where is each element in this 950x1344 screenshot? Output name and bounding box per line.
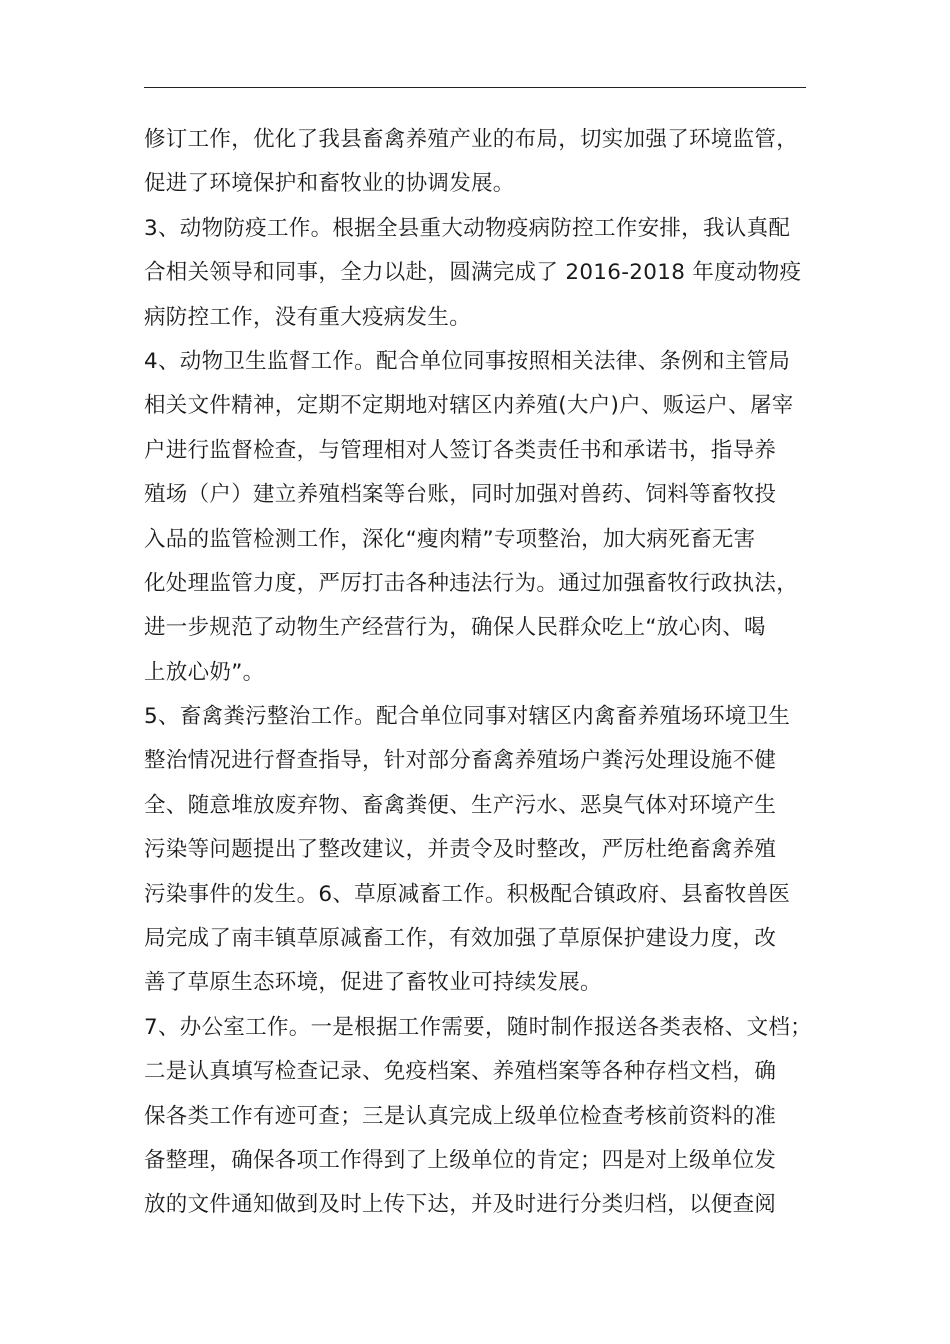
text-line: 殖场（户）建立养殖档案等台账，同时加强对兽药、饲料等畜牧投 (144, 482, 777, 508)
text-line: 相关文件精神，定期不定期地对辖区内养殖(大户)户、贩运户、屠宰 (144, 393, 794, 419)
text-line: 户进行监督检查，与管理相对人签订各类责任书和承诺书，指导养 (144, 437, 777, 463)
text-line: 7、办公室工作。一是根据工作需要，随时制作报送各类表格、文档； (144, 1014, 812, 1040)
text-line: 化处理监管力度，严厉打击各种违法行为。通过加强畜牧行政执法， (144, 570, 799, 596)
text-line: 整治情况进行督查指导，针对部分畜禽养殖场户粪污处理设施不健 (144, 748, 777, 774)
text-line: 4、动物卫生监督工作。配合单位同事按照相关法律、条例和主管局 (144, 348, 791, 374)
text-line: 上放心奶”。 (144, 659, 265, 685)
text-line: 备整理，确保各项工作得到了上级单位的肯定；四是对上级单位发 (144, 1147, 777, 1173)
text-line: 保各类工作有迹可查；三是认真完成上级单位检查考核前资料的准 (144, 1103, 777, 1129)
body-text (144, 118, 814, 1228)
text-line: 5、畜禽粪污整治工作。配合单位同事对辖区内禽畜养殖场环境卫生 (144, 704, 791, 730)
text-line: 放的文件通知做到及时上传下达，并及时进行分类归档，以便查阅 (144, 1192, 777, 1218)
header-rule (144, 87, 806, 88)
text-line: 3、动物防疫工作。根据全县重大动物疫病防控工作安排，我认真配 (144, 215, 791, 241)
text-line: 污染等问题提出了整改建议，并责令及时整改，严厉杜绝畜禽养殖 (144, 837, 777, 863)
text-line: 污染事件的发生。6、草原减畜工作。积极配合镇政府、县畜牧兽医 (144, 881, 791, 907)
text-line: 合相关领导和同事，全力以赴，圆满完成了 2016-2018 年度动物疫 (144, 260, 802, 286)
text-line: 二是认真填写检查记录、免疫档案、养殖档案等各种存档文档，确 (144, 1059, 777, 1085)
text-line: 促进了环境保护和畜牧业的协调发展。 (144, 171, 515, 197)
text-line: 全、随意堆放废弃物、畜禽粪便、生产污水、恶臭气体对环境产生 (144, 792, 777, 818)
text-line: 进一步规范了动物生产经营行为，确保人民群众吃上“放心肉、喝 (144, 615, 766, 641)
text-line: 修订工作，优化了我县畜禽养殖产业的布局，切实加强了环境监管， (144, 127, 799, 152)
text-line: 局完成了南丰镇草原减畜工作，有效加强了草原保护建设力度，改 (144, 926, 777, 952)
text-line: 病防控工作，没有重大疫病发生。 (144, 304, 472, 330)
text-line: 入品的监管检测工作，深化“瘦肉精”专项整治，加大病死畜无害 (144, 526, 756, 552)
text-line: 善了草原生态环境，促进了畜牧业可持续发展。 (144, 970, 602, 996)
